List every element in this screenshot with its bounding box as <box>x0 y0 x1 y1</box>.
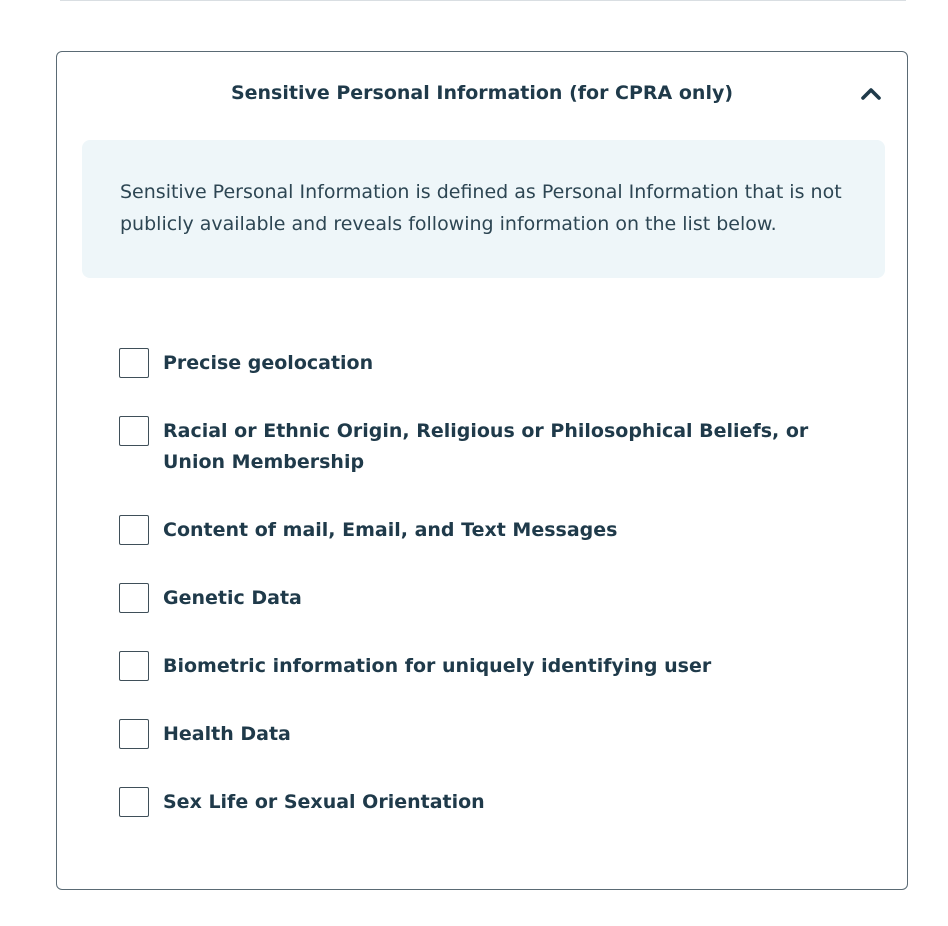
option-sex-life-orientation[interactable] <box>119 787 859 818</box>
chevron-up-icon <box>860 87 882 101</box>
option-genetic-data[interactable] <box>119 583 859 614</box>
options-list <box>119 348 859 855</box>
option-label: Racial or Ethnic Origin, Religious or Philosophical Beliefs, or Union Membership <box>163 420 809 473</box>
option-label: Biometric information for uniquely identifying user <box>163 655 712 677</box>
option-content-of-mail[interactable] <box>119 515 859 546</box>
panel-header[interactable] <box>57 52 907 134</box>
option-biometric-information[interactable] <box>119 651 859 682</box>
option-label: Health Data <box>163 723 291 745</box>
checkbox[interactable] <box>119 719 149 749</box>
info-description: Sensitive Personal Information is defined as Personal Information that is not publicly available and reveals following information on the list below. <box>120 181 842 235</box>
option-health-data[interactable] <box>119 719 859 750</box>
checkbox[interactable] <box>119 416 149 446</box>
info-box <box>82 140 885 278</box>
checkbox[interactable] <box>119 787 149 817</box>
checkbox[interactable] <box>119 348 149 378</box>
checkbox[interactable] <box>119 515 149 545</box>
option-label: Precise geolocation <box>163 352 374 374</box>
collapse-toggle-button[interactable] <box>857 80 885 108</box>
checkbox[interactable] <box>119 651 149 681</box>
top-divider <box>60 0 906 1</box>
sensitive-info-panel <box>56 51 908 890</box>
panel-title: Sensitive Personal Information (for CPRA only) <box>230 82 734 104</box>
checkbox[interactable] <box>119 583 149 613</box>
option-precise-geolocation[interactable] <box>119 348 859 379</box>
option-label: Genetic Data <box>163 587 302 609</box>
option-label: Content of mail, Email, and Text Messages <box>163 519 618 541</box>
option-racial-ethnic-origin[interactable] <box>119 416 859 478</box>
option-label: Sex Life or Sexual Orientation <box>163 791 485 813</box>
